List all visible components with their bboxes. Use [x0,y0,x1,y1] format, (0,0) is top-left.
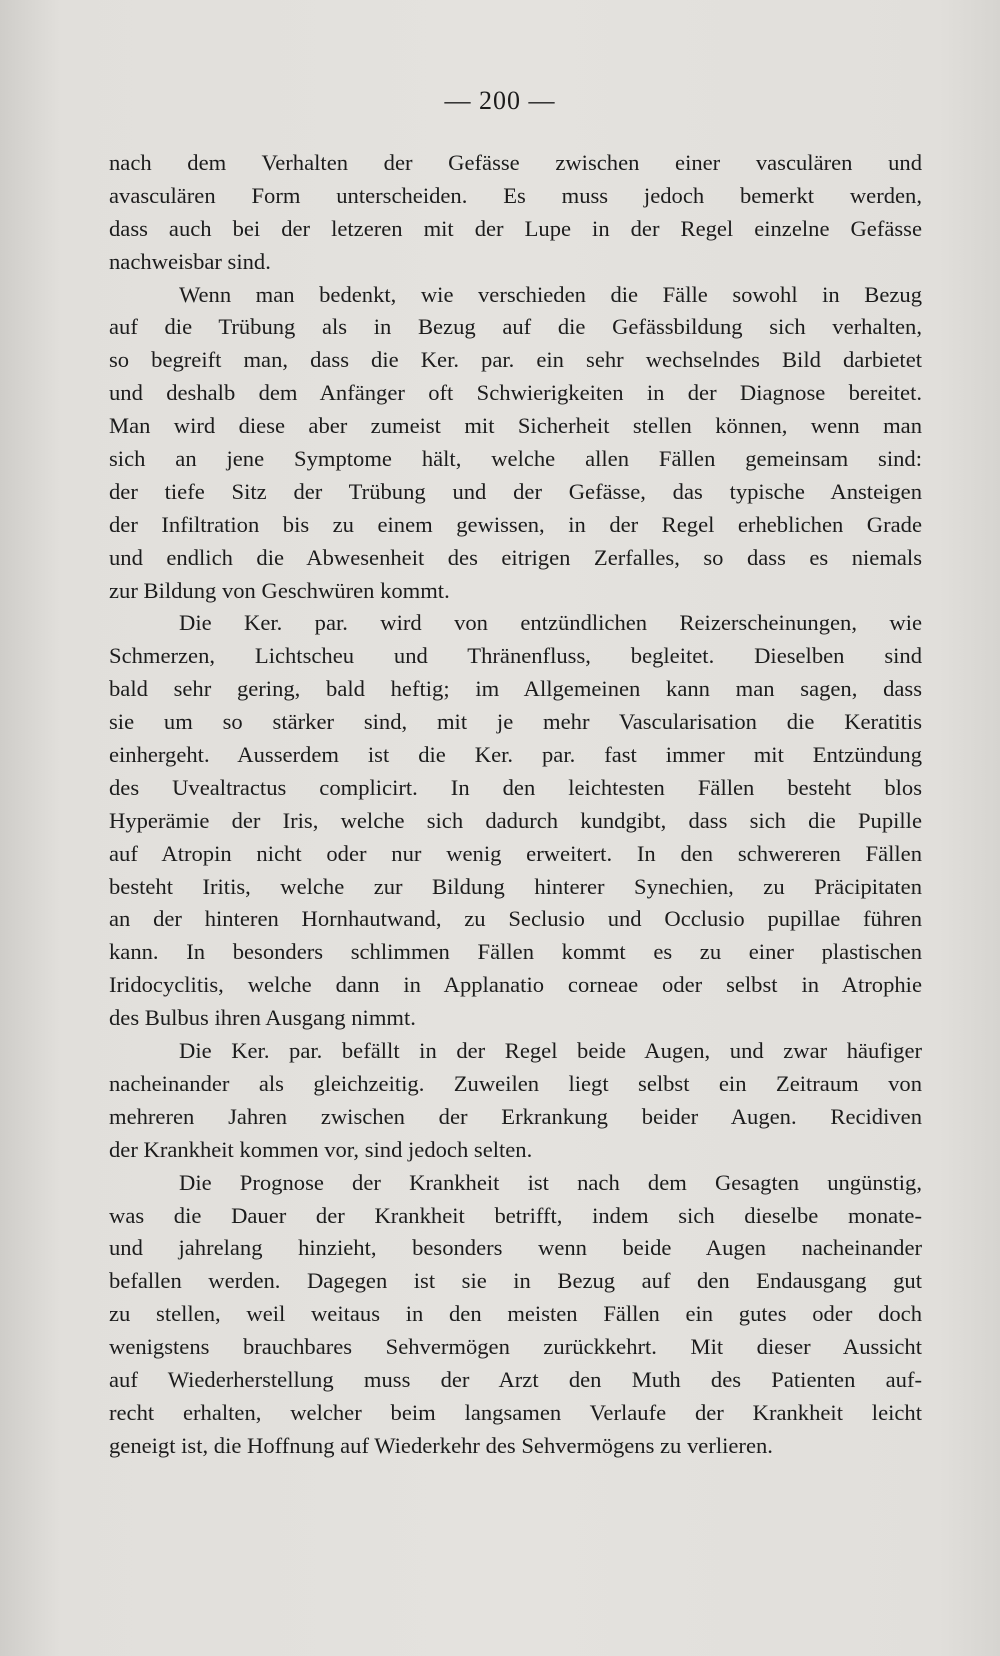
text-line: nachweisbar sind. [109,248,271,274]
text-line: geneigt ist, die Hoffnung auf Wiederkehr des Sehvermögens zu verlieren. [109,1432,773,1458]
text-line: zur Bildung von Geschwüren kommt. [109,577,450,603]
text-line: so begreift man, dass die Ker. par. ein sehr wechselndes Bild darbietet [109,347,922,373]
text-line: und endlich die Abwesenheit des eitrigen Zerfalles, so dass es niemals [109,544,922,570]
text-line: sie um so stärker sind, mit je mehr Vascularisation die Keratitis [109,709,922,735]
text-line: der tiefe Sitz der Trübung und der Gefässe, das typische Ansteigen [109,478,922,504]
text-line: und deshalb dem Anfänger oft Schwierigkeiten in der Diagnose bereitet. [109,380,922,406]
text-line: besteht Iritis, welche zur Bildung hinterer Synechien, zu Präcipitaten [109,873,922,899]
text-line: zu stellen, weil weitaus in den meisten Fällen ein gutes oder doch [109,1301,922,1327]
text-line: recht erhalten, welcher beim langsamen Verlaufe der Krankheit leicht [109,1399,922,1425]
text-line: der Krankheit kommen vor, sind jedoch selten. [109,1136,533,1162]
text-line: einhergeht. Ausserdem ist die Ker. par. fast immer mit Entzündung [109,742,922,768]
text-line: nacheinander als gleichzeitig. Zuweilen liegt selbst ein Zeitraum von [109,1070,922,1096]
text-line: Iridocyclitis, welche dann in Applanatio corneae oder selbst in Atrophie [109,972,922,998]
text-line: dass auch bei der letzeren mit der Lupe in der Regel einzelne Gefässe [109,215,922,241]
text-line: wenigstens brauchbares Sehvermögen zurückkehrt. Mit dieser Aussicht [109,1334,922,1360]
text-line: Die Prognose der Krankheit ist nach dem Gesagten ungünstig, [179,1169,922,1195]
text-line: der Infiltration bis zu einem gewissen, in der Regel erheblichen Grade [109,511,922,537]
text-line: Die Ker. par. befällt in der Regel beide Augen, und zwar häufiger [179,1038,922,1064]
text-line: auf Atropin nicht oder nur wenig erweitert. In den schwereren Fällen [109,840,922,866]
text-line: kann. In besonders schlimmen Fällen kommt es zu einer plastischen [109,939,922,965]
text-line: was die Dauer der Krankheit betrifft, indem sich dieselbe monate- [109,1202,922,1228]
page-number: — 200 — [444,86,556,115]
text-line: und jahrelang hinzieht, besonders wenn beide Augen nacheinander [109,1235,922,1261]
text-line: mehreren Jahren zwischen der Erkrankung beider Augen. Recidiven [109,1103,922,1129]
text-line: auf die Trübung als in Bezug auf die Gefässbildung sich verhalten, [109,314,922,340]
text-line: Hyperämie der Iris, welche sich dadurch kundgibt, dass sich die Pupille [109,807,922,833]
text-line: Schmerzen, Lichtscheu und Thränenfluss, begleitet. Dieselben sind [109,643,922,669]
text-line: Wenn man bedenkt, wie verschieden die Fälle sowohl in Bezug [179,281,922,307]
text-line: Man wird diese aber zumeist mit Sicherheit stellen können, wenn man [109,413,922,439]
text-line: auf Wiederherstellung muss der Arzt den Muth des Patienten auf- [109,1366,922,1392]
text-line: sich an jene Symptome hält, welche allen Fällen gemeinsam sind: [109,446,922,472]
text-line: an der hinteren Hornhautwand, zu Seclusio und Occlusio pupillae führen [109,906,922,932]
text-line: avasculären Form unterscheiden. Es muss jedoch bemerkt werden, [109,182,922,208]
text-line: befallen werden. Dagegen ist sie in Bezug auf den Endausgang gut [109,1268,922,1294]
text-line: bald sehr gering, bald heftig; im Allgemeinen kann man sagen, dass [109,676,922,702]
text-line: des Bulbus ihren Ausgang nimmt. [109,1005,416,1031]
text-line: Die Ker. par. wird von entzündlichen Reizerscheinungen, wie [179,610,922,636]
text-line: des Uvealtractus complicirt. In den leichtesten Fällen besteht blos [109,774,922,800]
text-line: nach dem Verhalten der Gefässe zwischen einer vasculären und [109,150,922,175]
body-text [109,147,922,1463]
